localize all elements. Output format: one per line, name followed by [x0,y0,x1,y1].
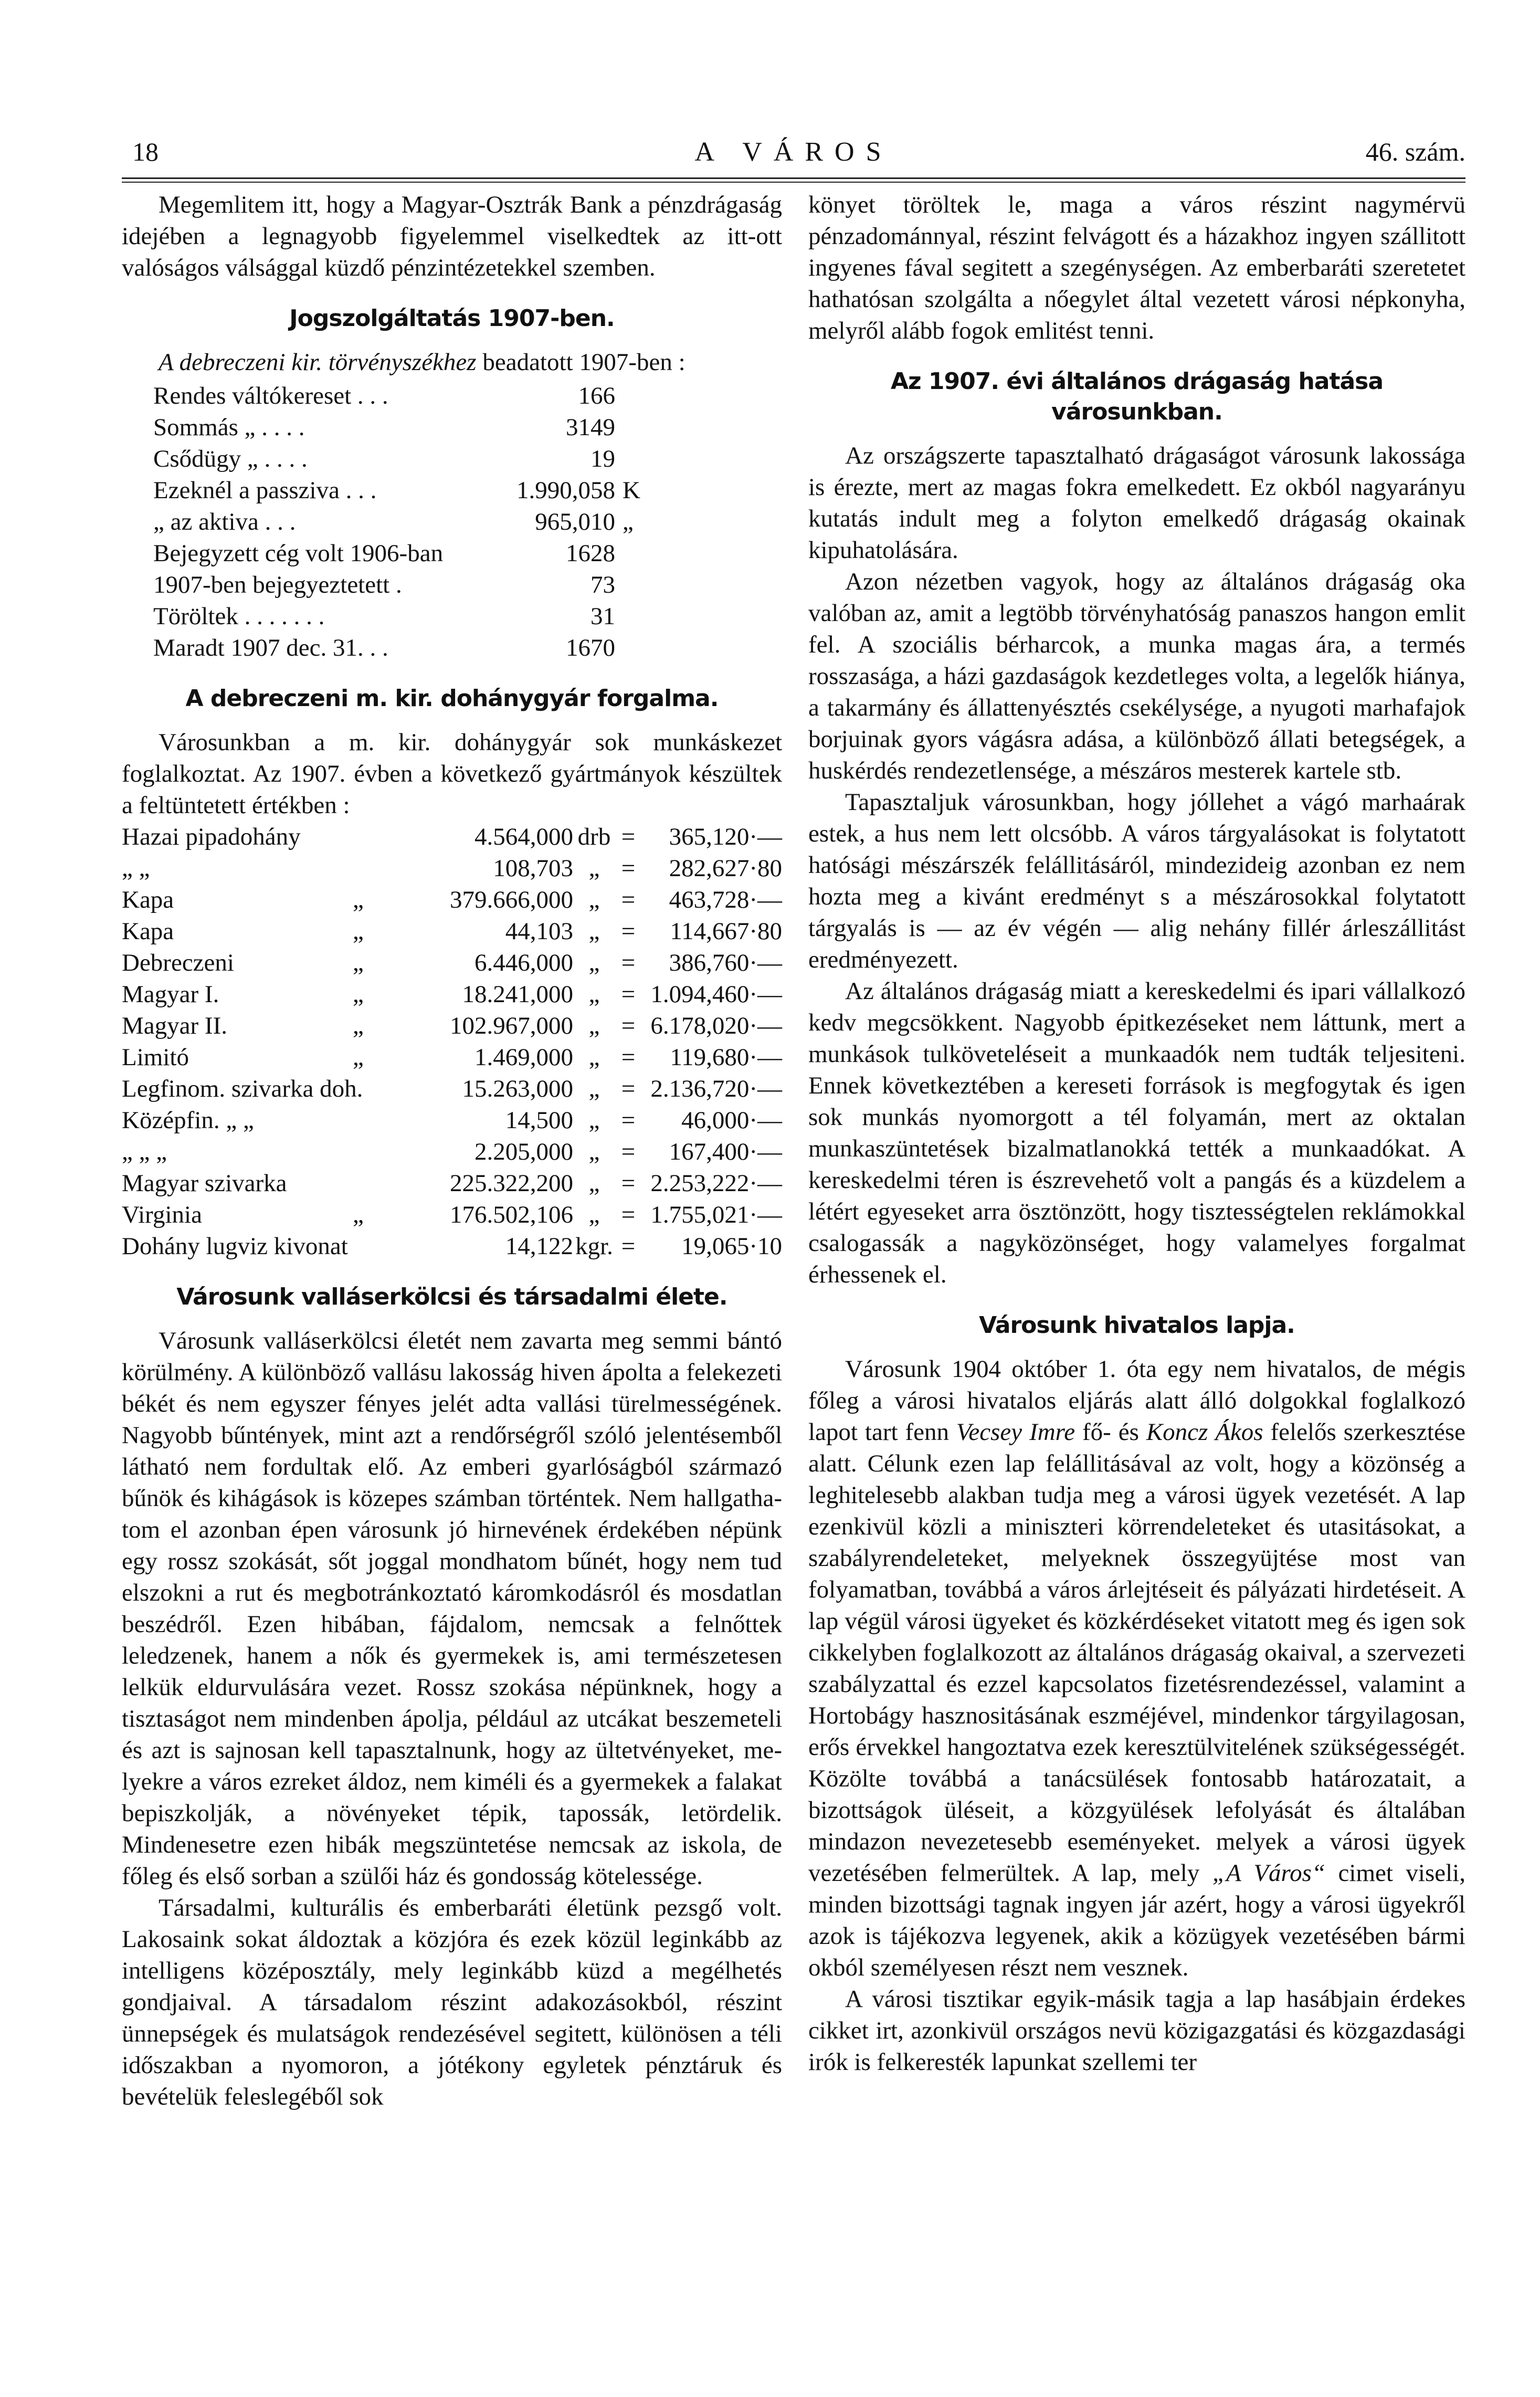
table-row: Középfin. „ „ 14,500 „ = 46,000·— [122,1107,782,1134]
table-row: „ „ „ 2.205,000 „ = 167,400·— [122,1138,782,1165]
dragasag-paragraph-1: Az országszerte tapasztalható drágaságot városunk lakossága is érezte, mert az magas fokra emelkedett. Ez okból nagyarányu kutatás indult meg a folyton emelkedő drágaság okainak kipuhatolására. [808,442,1465,564]
continuation-paragraph: könyet töröltek le, maga a város részint nagymérvü pénzadománnyal, részint felvágott és a házakhoz ingyen szállitott ingyenes fával segitett a szegénységen. Az emberbaráti szeretetet hathatósan szolgálta a nőegylet által vezetett városi népkonyha, melyről alább fogok emlitést tenni. [808,191,1465,344]
social-life-paragraph-2: Társadalmi, kulturális és emberbaráti életünk pezsgő volt. Lakosaink sokat áldoztak a közjóra és ezek közül leginkább az intelligens középosztály, mely leginkább küzd a megélhetés gondjaival. A társadalom részint adakozásokból, részint ünnepségek és mulatságok rendezésével segitett, különösen a téli időszakban a nyomoron, a jótékony egyletek pénztáruk és bevételük feleslegéből sok [122,1894,782,2110]
header-rule-bottom [122,182,1465,183]
section-heading-vallaserkolcsi: Városunk valláserkölcsi és társadalmi élete. [176,1284,727,1310]
table-row: „ az aktiva . . . 965,010 „ [153,508,634,535]
official-paper-paragraph-2: A városi tisztikar egyik-másik tagja a lap hasábjain érdekes cikket irt, azonkivül országos nevü közigazgatási és közgazdasági irók is felkeresték lapunkat szellemi ter [808,1985,1465,2076]
court-lead-rest: beadatott 1907-ben : [476,349,685,376]
table-row: Kapa „ 379.666,000 „ = 463,728·— [122,886,782,913]
table-row: Magyar I. „ 18.241,000 „ = 1.094,460·— [122,981,782,1008]
dragasag-paragraph-3: Tapasztaljuk városunkban, hogy jóllehet a vágó marhaárak estek, a hus nem lett olcsóbb. A város tárgyalásokat is folytatott hatósági mészárszék felállitásáról, mindezideig azonban ez nem hozta meg a kivánt eredményt s a mészárosokkal folytatott tárgyalás is — az év végén — alig nehány fillér árleszállitást eredményezett. [808,789,1465,973]
tobacco-production-table [122,821,782,1262]
court-lead [122,346,782,378]
table-row: Dohány lugviz kivonat 14,122 kgr. = 19,065·10 [122,1233,782,1260]
right-column [808,189,1465,2078]
table-row: Debreczeni „ 6.446,000 „ = 386,760·— [122,949,782,976]
table-row: „ „ 108,703 „ = 282,627·80 [122,855,782,882]
editor-name-2: Koncz Ákos [1146,1418,1263,1446]
social-life-paragraph-1: Városunk valláserkölcsi életét nem zavarta meg semmi bántó körülmény. A különböző vallásu lakosság hiven ápolta a felekezeti békét és nem egyszer fényes jelét adta vallási türelmességének. Nagyobb bűntények, mint azt a rendőrségről szóló jelentésemből látható nem fordultak elő. Az emberi gyarlóságból származó bűnök és kihágások is közepes számban történtek. Nem hallgathatom el azonban épen városunk jó hirnevének érdekében népünk egy rossz szokását, sőt joggal mondhatom bűnét, hogy nem tud elszokni a rut és megbotránkoztató káromkodásról és mosdatlan beszédről. Ezen hibában, fájdalom, nemcsak a felnőttek leledzenek, hanem a nők és gyermekek is, ami természetesen lelkük eldurvulására vezet. Rossz szokása népünknek, hogy a tisztaságot nem mindenben ápolja, például az utcákat beszemeteli és azt is sajnosan kell tapasztalnunk, hogy az ültetvényeket, melyekre a város ezreket áldoz, nem kiméli és a gyermekek a falakat bepiszkolják, a növényeket tépik, tapossák, letördelik. Mindenesetre ezen hibák megszüntetése nemcsak az iskola, de főleg és első sorban a szülői ház és gondosság kötelessége. [122,1327,782,1890]
header-rule-top [122,177,1465,179]
table-row: Legfinom. szivarka doh. 15.263,000 „ = 2.136,720·— [122,1075,782,1102]
table-row: 1907-ben bejegyeztetett . 73 [153,571,615,598]
table-row: Magyar II. „ 102.967,000 „ = 6.178,020·— [122,1012,782,1039]
court-lead-italic: A debreczeni kir. törvényszékhez [159,349,477,376]
newspaper-title: A VÁROS [694,137,893,167]
table-row: Kapa „ 44,103 „ = 114,667·80 [122,918,782,945]
section-heading-dohanygyar: A debreczeni m. kir. dohánygyár forgalma. [185,685,719,712]
table-row: Maradt 1907 dec. 31. . . 1670 [153,634,615,661]
official-paper-paragraph-1: Városunk 1904 október 1. óta egy nem hivatalos, de mégis főleg a városi hivatalos eljárás alatt álló dolgokkal foglalkozó lapot tart fenn Vecsey Imre fő- és Koncz Ákos felelős szerkesztése alatt. Célunk ezen lap felállitásával az volt, hogy a közönség a leghitelesebb alakban tudja meg a városi ügyek vezetését. A lap ezenkivül közli a miniszteri körrendeleteket és utasitásokat, a szabályrendeleteket, melyeknek összegyüjtése most van folyamatban, továbbá a város árlejtéseit és pályázati hirdetéseit. A lap végül városi ügyeket és közkérdéseket vitatott meg és igen sok cikkelyben foglalkozott az általános drágaság okaival, a szervezeti szabályzattal és ezzel kapcsolatos fizetésrendezéssel, valamint a Hortobágy hasznositásának eszméjével, mindenkor tárgyilagosan, erős érvekkel hangoztatva ezek keresztülvitelének szükségességét. Közölte továbbá a tanácsülések fontosabb határozatait, a bizottságok üléseit, a közgyülések lefolyását és általában mindazon nevezetesebb eseményeket. melyek a városi ügyek vezetésében felmerültek. A lap, mely „A Város“ cimet viseli, minden bizottsági tagnak ingyen jár azért, hogy a városi ügyekről azok is tájékozva legyenek, akik a közügyek vezetésében bármi okból személyesen részt nem vesznek. [808,1355,1465,1981]
table-row: Bejegyzett cég volt 1906-ban 1628 [153,540,615,567]
table-row: Limitó „ 1.469,000 „ = 119,680·— [122,1044,782,1071]
table-row: Virginia „ 176.502,106 „ = 1.755,021·— [122,1201,782,1228]
left-column [122,189,782,2112]
dragasag-paragraph-2: Azon nézetben vagyok, hogy az általános drágaság oka valóban az, amit a legtöbb törvényhatóság panaszos hangon emlit fel. A szociális bérharcok, a munka magas ára, a termés rosszasága, a házi gazdaságok kezdetleges volta, a legelők hiánya, a takarmány és állattenyésztés csekélysége, a nyugoti marhafajok borjuinak gyors vágásra adása, a különböző állati betegségek, a huskérdés rendezetlensége, a mészáros mesterek kartele stb. [808,568,1465,784]
dragasag-paragraph-4: Az általános drágaság miatt a kereskedelmi és ipari vállalkozó kedv megcsökkent. Nagyobb épitkezéseket nem láttunk, mert a munkások tulköveteléseit a munkaadók nem tudták teljesiteni. Ennek következtében a kereseti források is megfogytak és igen sok munkás nyomorgott a tél folyamán, mert az oktalan munkaszüntetések bizalmatlanokká tették a munkaadókat. A kereskedelmi téren is észrevehető volt a pangás és a küzdelem a létért egyeseket arra ösztönzött, hogy tisztességtelen reklámokkal csalogassák a nagyközönséget, hogy valamelyes forgalmat érhessenek el. [808,977,1465,1288]
intro-paragraph: Megemlitem itt, hogy a Magyar-Osztrák Bank a pénzdrágaság idejében a legnagyobb figyelemmel viselkedtek az itt-ott valóságos válsággal küzdő pénzintézetekkel szemben. [122,191,782,281]
table-row: Csődügy „ . . . . 19 [153,445,615,472]
paper-title-italic: „A Város“ [1212,1859,1326,1887]
court-statistics-table [122,380,640,664]
table-row: Hazai pipadohány 4.564,000 drb = 365,120·— [122,823,782,850]
table-row: Sommás „ . . . . 3149 [153,414,615,441]
page-number: 18 [132,137,159,166]
issue-number: 46. szám. [1365,137,1465,166]
section-heading-jogszolgaltatas: Jogszolgáltatás 1907-ben. [289,305,615,332]
table-row: Rendes váltókereset . . . 166 [153,382,615,409]
tobacco-paragraph: Városunkban a m. kir. dohánygyár sok munkáskezet foglalkoztat. Az 1907. évben a következő gyártmányok készültek a feltüntetett értékben : [122,729,782,819]
table-row: Magyar szivarka 225.322,200 „ = 2.253,222·— [122,1170,782,1197]
table-row: Töröltek . . . . . . . 31 [153,603,615,630]
table-row: Ezeknél a passziva . . . 1.990,058 K [153,477,640,504]
editor-name-1: Vecsey Imre [956,1418,1075,1446]
section-heading-hivatalos-lap: Városunk hivatalos lapja. [979,1312,1295,1339]
section-heading-dragasag: Az 1907. évi általános drágaság hatása városunkban. [890,368,1384,425]
page-header [122,131,1465,173]
